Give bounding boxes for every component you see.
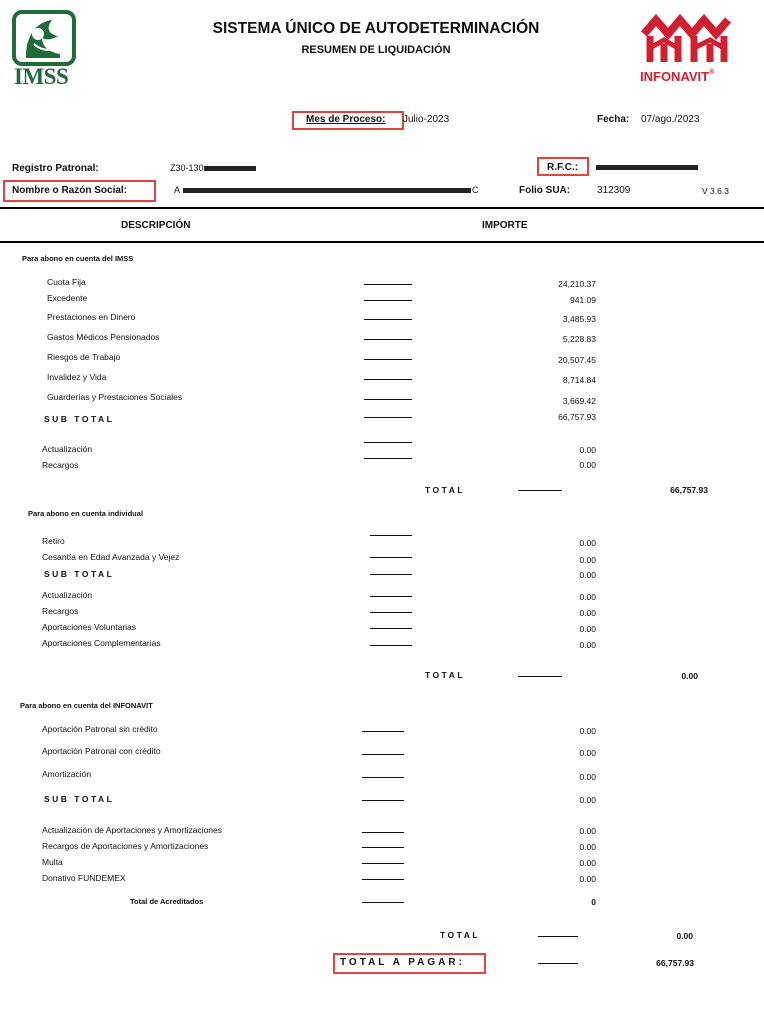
item-label: Actualización (42, 444, 93, 454)
leader-line (362, 847, 404, 848)
leader-line (370, 574, 412, 575)
infonavit-total-value: 0.00 (676, 931, 693, 941)
total-a-pagar-value: 66,757.93 (656, 958, 694, 968)
infonavit-total-label: TOTAL (440, 930, 481, 940)
item-value: 941.09 (570, 295, 596, 305)
registro-patronal-label: Registro Patronal: (12, 163, 99, 174)
item-label: Aportaciones Voluntarias (42, 622, 137, 632)
razon-social-redaction (183, 188, 471, 193)
rfc-redaction (596, 165, 698, 170)
leader-line (538, 936, 578, 937)
leader-line (364, 300, 412, 301)
item-value: 24,210.37 (558, 279, 596, 289)
imss-subtotal-value: 66,757.93 (558, 412, 596, 422)
item-label: Cesantía en Edad Avanzada y Vejez (42, 552, 180, 562)
leader-line (362, 863, 404, 864)
leader-line (518, 490, 562, 491)
item-label: Guarderías y Prestaciones Sociales (47, 392, 183, 402)
leader-line (362, 902, 404, 903)
item-value: 0.00 (579, 460, 596, 470)
leader-line (364, 319, 412, 320)
item-value: 3,485.93 (562, 314, 596, 324)
leader-line (362, 800, 404, 801)
item-label: Invalidez y Vida (47, 372, 107, 382)
descripcion-column-header: DESCRIPCIÓN (121, 220, 191, 231)
leader-line (364, 399, 412, 400)
item-value: 0.00 (579, 842, 596, 852)
document-subtitle: RESUMEN DE LIQUIDACIÓN (301, 44, 451, 56)
leader-line (362, 879, 404, 880)
sua-version: V 3.6.3 (702, 186, 729, 196)
item-value: 8,714.84 (562, 375, 596, 385)
imss-eagle-icon (12, 10, 76, 66)
item-value: 0.00 (579, 592, 596, 602)
item-label: Actualización de Aportaciones y Amortizaciones (42, 825, 223, 835)
item-value: 0.00 (579, 858, 596, 868)
item-label: Donativo FUNDEMEX (42, 873, 126, 883)
item-value: 0.00 (579, 555, 596, 565)
item-label: Actualización (42, 590, 93, 600)
item-label: Gastos Médicos Pensionados (47, 332, 160, 342)
leader-line (518, 676, 562, 677)
item-label: Retiro (42, 536, 65, 546)
leader-line (538, 963, 578, 964)
item-value: 0.00 (579, 538, 596, 548)
item-label: Aportación Patronal sin crédito (42, 724, 158, 734)
leader-line (370, 557, 412, 558)
fecha-label: Fecha: (597, 114, 630, 125)
leader-line (362, 754, 404, 755)
item-label: Recargos (42, 460, 79, 470)
mes-proceso-label: Mes de Proceso: (306, 114, 386, 125)
infonavit-houses-icon (640, 14, 734, 66)
leader-line (364, 284, 412, 285)
folio-sua-label: Folio SUA: (519, 185, 571, 196)
leader-line (364, 442, 412, 443)
imss-total-label: TOTAL (425, 485, 466, 495)
razon-social-label: Nombre o Razón Social: (12, 185, 128, 196)
leader-line (362, 777, 404, 778)
importe-column-header: IMPORTE (482, 220, 528, 231)
leader-line (364, 458, 412, 459)
registro-patronal-redaction (204, 166, 256, 171)
acreditados-label: Total de Acreditados (130, 897, 204, 906)
leader-line (364, 339, 412, 340)
item-label: Amortización (42, 769, 92, 779)
imss-subtotal-label: SUB TOTAL (44, 414, 115, 424)
item-label: Recargos (42, 606, 79, 616)
leader-line (364, 379, 412, 380)
item-value: 0.00 (579, 748, 596, 758)
header-rule-top (0, 207, 764, 209)
item-value: 3,669.42 (562, 396, 596, 406)
infonavit-section-heading: Para abono en cuenta del INFONAVIT (20, 701, 153, 710)
item-label: Recargos de Aportaciones y Amortizaciones (42, 841, 209, 851)
header-rule-bottom (0, 241, 764, 243)
item-value: 0.00 (579, 624, 596, 634)
fecha-value: 07/ago./2023 (641, 114, 700, 125)
item-label: Excedente (47, 293, 88, 303)
item-label: Cuota Fija (47, 277, 86, 287)
item-value: 0.00 (579, 608, 596, 618)
infonavit-reg-mark: ® (709, 69, 715, 76)
leader-line (364, 359, 412, 360)
leader-line (370, 612, 412, 613)
item-value: 0.00 (579, 772, 596, 782)
leader-line (370, 596, 412, 597)
item-value: 0.00 (579, 726, 596, 736)
infonavit-logo-text: INFONAVIT (640, 69, 710, 84)
registro-patronal-value: Z30-130 (170, 163, 204, 173)
individual-section-heading: Para abono en cuenta individual (28, 509, 144, 518)
rfc-label: R.F.C.: (547, 162, 579, 173)
leader-line (370, 645, 412, 646)
item-label: Prestaciones en Dinero (47, 312, 136, 322)
acreditados-value: 0 (591, 897, 596, 907)
folio-sua-value: 312309 (597, 185, 631, 196)
imss-total-value: 66,757.93 (670, 485, 708, 495)
leader-line (362, 832, 404, 833)
item-label: Riesgos de Trabajo (47, 352, 121, 362)
item-value: 5,228.83 (562, 334, 596, 344)
total-a-pagar-label: TOTAL A PAGAR: (340, 957, 465, 968)
item-label: Multa (42, 857, 63, 867)
item-label: Aportación Patronal con crédito (42, 746, 161, 756)
leader-line (370, 628, 412, 629)
individual-subtotal-label: SUB TOTAL (44, 569, 115, 579)
item-label: Aportaciones Complementarias (42, 638, 161, 648)
imss-section-heading: Para abono en cuenta del IMSS (22, 254, 134, 263)
infonavit-subtotal-label: SUB TOTAL (44, 794, 115, 804)
individual-subtotal-value: 0.00 (579, 570, 596, 580)
individual-total-value: 0.00 (681, 671, 698, 681)
infonavit-logo (640, 14, 736, 94)
leader-line (370, 535, 412, 536)
imss-logo (12, 10, 76, 90)
document-title: SISTEMA ÚNICO DE AUTODETERMINACIÓN (212, 20, 540, 37)
imss-logo-text: IMSS (14, 64, 69, 89)
leader-line (362, 731, 404, 732)
item-value: 0.00 (579, 640, 596, 650)
infonavit-subtotal-value: 0.00 (579, 795, 596, 805)
item-value: 20,507.45 (558, 355, 596, 365)
leader-line (364, 417, 412, 418)
razon-social-prefix: A (174, 185, 181, 195)
individual-total-label: TOTAL (425, 670, 466, 680)
razon-social-suffix: C (472, 185, 479, 195)
item-value: 0.00 (579, 826, 596, 836)
item-value: 0.00 (579, 445, 596, 455)
item-value: 0.00 (579, 874, 596, 884)
mes-proceso-value: Julio-2023 (403, 114, 450, 125)
